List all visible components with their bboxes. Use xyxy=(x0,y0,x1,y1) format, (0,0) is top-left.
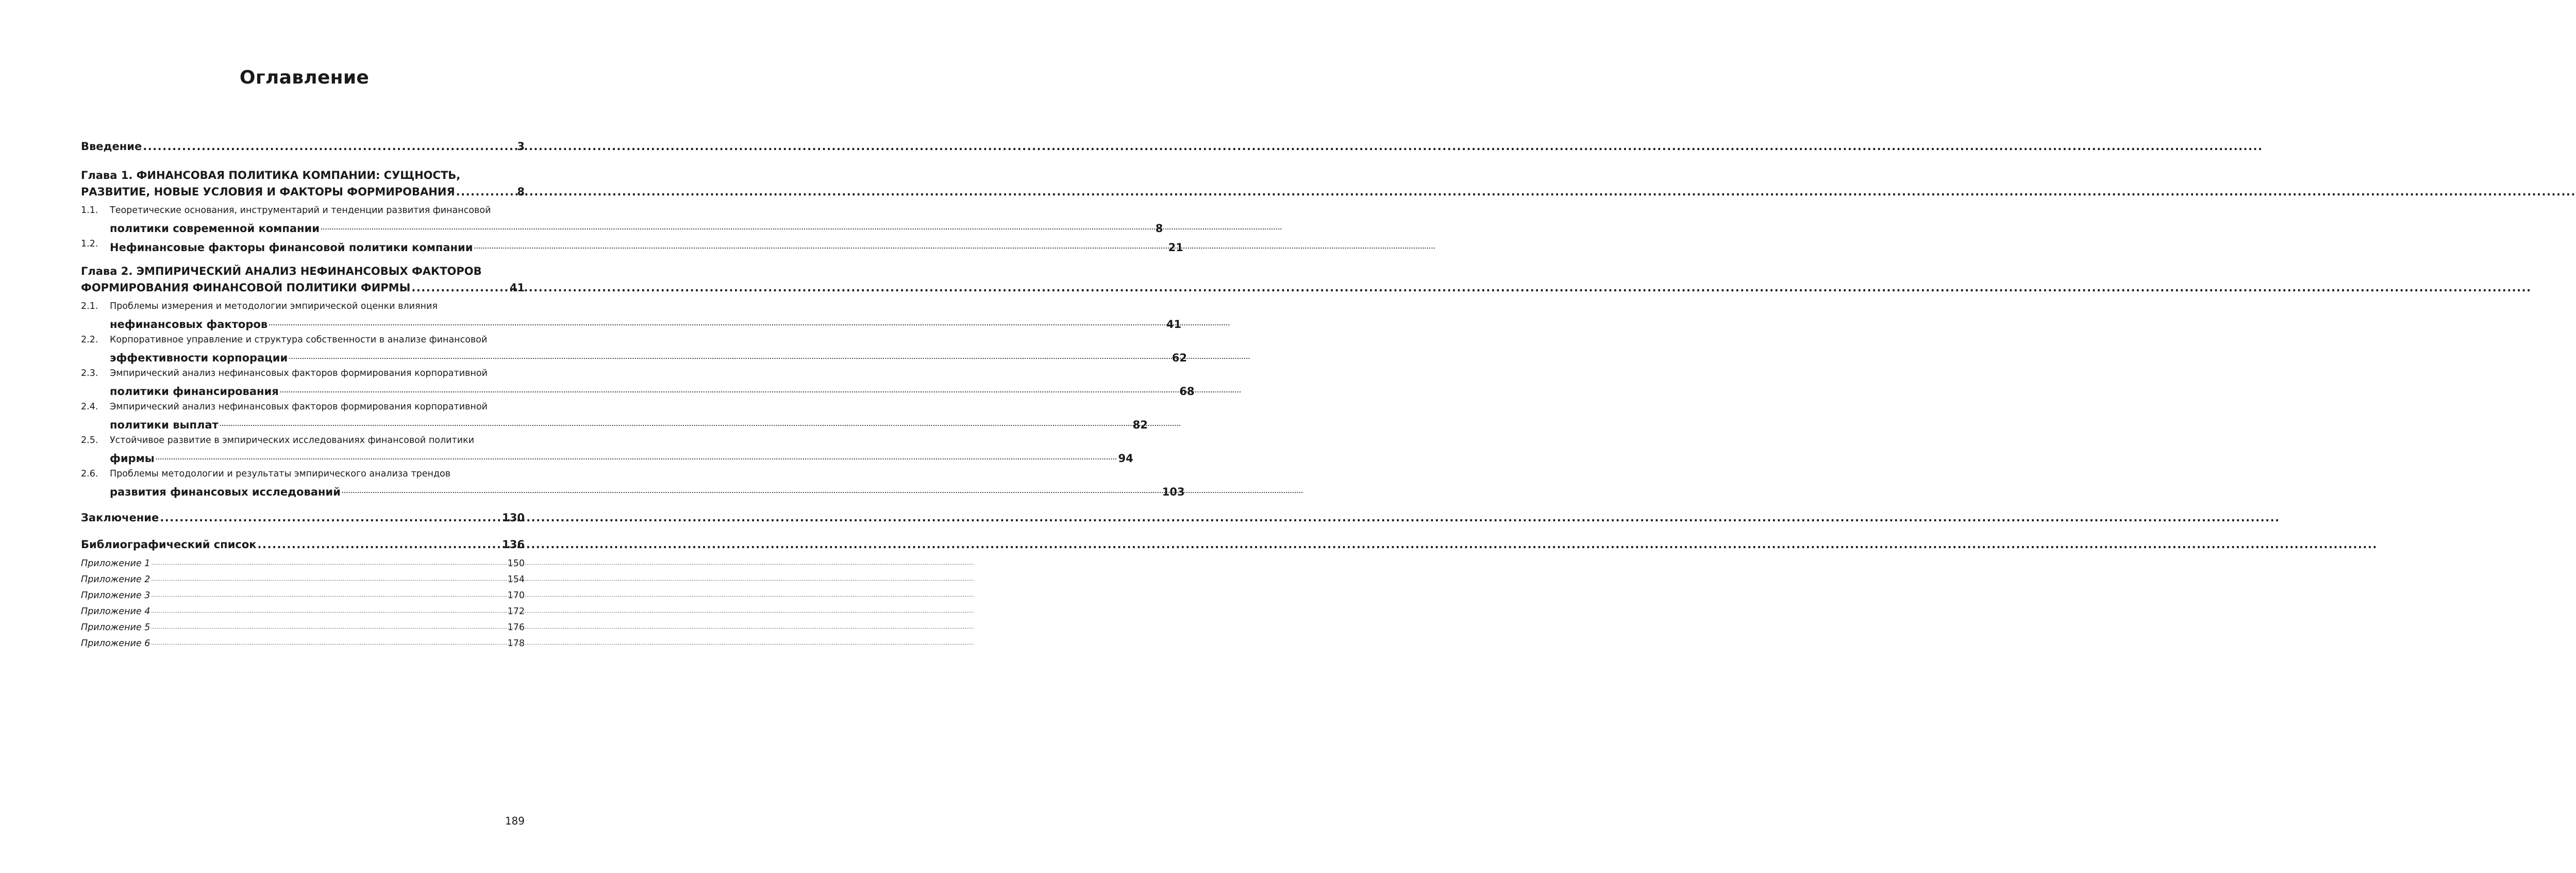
section-number: 2.2. xyxy=(81,335,98,345)
chapter-title-text: ФОРМИРОВАНИЯ ФИНАНСОВОЙ ПОЛИТИКИ ФИРМЫ xyxy=(81,282,411,294)
toc-section-1-2[interactable] xyxy=(81,237,1183,256)
toc-entry-label: Заключение xyxy=(81,512,159,524)
section-number: 2.5. xyxy=(81,435,98,446)
appendix-label: Приложение 6 xyxy=(81,638,150,649)
section-page: 62 xyxy=(1172,352,1187,364)
toc-entry-conclusion[interactable] xyxy=(81,510,525,525)
dot-leader xyxy=(411,279,508,296)
section-title-line2: политики выплат xyxy=(110,419,219,431)
section-title-line2: развития финансовых исследований xyxy=(110,486,341,498)
section-title-line2: нефинансовых факторов xyxy=(110,318,268,331)
section-title: Нефинансовые факторы финансовой политики компании xyxy=(110,241,473,254)
dot-leader xyxy=(151,619,506,635)
toc-section-2-5[interactable] xyxy=(81,433,1133,467)
section-title-line2: политики финансирования xyxy=(110,385,279,398)
section-title-line1: Корпоративное управление и структура собственности в анализе финансовой xyxy=(110,335,488,345)
dot-leader xyxy=(280,381,1179,400)
page-number: 189 xyxy=(505,815,525,827)
section-title-line2: политики современной компании xyxy=(110,222,320,235)
section-page: 82 xyxy=(1132,419,1148,431)
section-title-line1: Проблемы измерения и методологии эмпирической оценки влияния xyxy=(110,301,438,311)
dot-leader xyxy=(160,510,501,525)
dot-leader xyxy=(258,537,501,552)
dot-leader xyxy=(342,481,1161,500)
appendix-label: Приложение 3 xyxy=(81,590,150,601)
toc-appendix-1[interactable] xyxy=(81,555,525,571)
section-title-line1: Проблемы методологии и результаты эмпирического анализа трендов xyxy=(110,469,451,479)
appendix-page: 170 xyxy=(507,590,525,601)
dot-leader xyxy=(321,218,1155,237)
dot-leader xyxy=(456,184,516,200)
table-of-contents xyxy=(81,139,1195,651)
toc-section-2-2[interactable] xyxy=(81,333,1187,366)
toc-entry-introduction[interactable] xyxy=(81,139,525,154)
dot-leader xyxy=(474,237,1167,256)
dot-leader xyxy=(289,347,1171,366)
section-page: 8 xyxy=(1155,222,1163,235)
chapter-title-line1: Глава 2. ЭМПИРИЧЕСКИЙ АНАЛИЗ НЕФИНАНСОВЫХ ФАКТОРОВ xyxy=(81,265,482,277)
dot-leader xyxy=(156,448,1117,467)
section-title-line2: эффективности корпорации xyxy=(110,352,288,364)
toc-section-2-4[interactable] xyxy=(81,400,1148,433)
section-title-line1: Эмпирический анализ нефинансовых факторов формирования корпоративной xyxy=(110,402,488,412)
page-title: Оглавление xyxy=(239,67,370,88)
section-number: 2.4. xyxy=(81,402,98,412)
toc-section-2-1[interactable] xyxy=(81,299,1182,333)
appendix-page: 172 xyxy=(507,606,525,617)
toc-chapter-1[interactable] xyxy=(81,167,1183,256)
toc-chapter-2[interactable] xyxy=(81,263,1195,500)
section-title-line2: фирмы xyxy=(110,452,155,465)
chapter-sections xyxy=(81,203,1183,256)
section-title-line1: Теоретические основания, инструментарий и тенденции развития финансовой xyxy=(110,205,491,216)
dot-leader xyxy=(151,571,506,587)
chapter-page: 8 xyxy=(517,186,525,198)
toc-entry-label: Библиографический список xyxy=(81,538,257,551)
section-number: 2.1. xyxy=(81,301,98,311)
chapter-title-line2 xyxy=(81,279,525,296)
chapter-title-text: РАЗВИТИЕ, НОВЫЕ УСЛОВИЯ И ФАКТОРЫ ФОРМИРОВАНИЯ xyxy=(81,186,455,198)
appendix-page: 154 xyxy=(507,574,525,585)
dot-leader xyxy=(220,414,1132,433)
dot-leader xyxy=(151,587,506,603)
dot-leader xyxy=(143,139,516,154)
section-number: 1.2. xyxy=(81,239,98,249)
section-number: 1.1. xyxy=(81,205,98,216)
dot-leader xyxy=(151,635,506,651)
appendix-page: 178 xyxy=(507,638,525,649)
appendix-page: 150 xyxy=(507,558,525,569)
toc-section-2-3[interactable] xyxy=(81,366,1195,400)
appendix-label: Приложение 1 xyxy=(81,558,150,569)
section-title-line1: Эмпирический анализ нефинансовых факторов формирования корпоративной xyxy=(110,368,488,378)
toc-entry-page: 136 xyxy=(502,538,525,551)
section-page: 41 xyxy=(1166,318,1182,331)
appendix-label: Приложение 4 xyxy=(81,606,150,617)
appendix-page: 176 xyxy=(507,622,525,633)
toc-entry-page: 3 xyxy=(517,140,525,153)
section-title-line1: Устойчивое развитие в эмпирических исследованиях финансовой политики xyxy=(110,435,475,446)
dot-leader xyxy=(151,555,506,571)
toc-entry-label: Введение xyxy=(81,140,142,153)
chapter-page: 41 xyxy=(509,282,525,294)
section-number: 2.6. xyxy=(81,469,98,479)
section-page: 68 xyxy=(1179,385,1195,398)
toc-appendix-4[interactable] xyxy=(81,603,525,619)
chapter-title-line1: Глава 1. ФИНАНСОВАЯ ПОЛИТИКА КОМПАНИИ: СУЩНОСТЬ, xyxy=(81,169,461,182)
toc-section-2-6[interactable] xyxy=(81,467,1185,500)
section-page: 21 xyxy=(1168,241,1183,254)
toc-appendix-6[interactable] xyxy=(81,635,525,651)
appendix-list xyxy=(81,555,525,651)
dot-leader xyxy=(269,314,1165,333)
toc-appendix-3[interactable] xyxy=(81,587,525,603)
chapter-title-line2 xyxy=(81,184,525,200)
toc-entry-bibliography[interactable] xyxy=(81,537,525,552)
toc-entry-page: 130 xyxy=(502,512,525,524)
toc-appendix-5[interactable] xyxy=(81,619,525,635)
toc-section-1-1[interactable] xyxy=(81,203,1163,237)
section-page: 103 xyxy=(1162,486,1185,498)
toc-appendix-2[interactable] xyxy=(81,571,525,587)
appendix-label: Приложение 2 xyxy=(81,574,150,585)
appendix-label: Приложение 5 xyxy=(81,622,150,633)
chapter-sections xyxy=(81,299,1195,500)
dot-leader xyxy=(151,603,506,619)
section-number: 2.3. xyxy=(81,368,98,378)
section-page: 94 xyxy=(1118,452,1133,465)
